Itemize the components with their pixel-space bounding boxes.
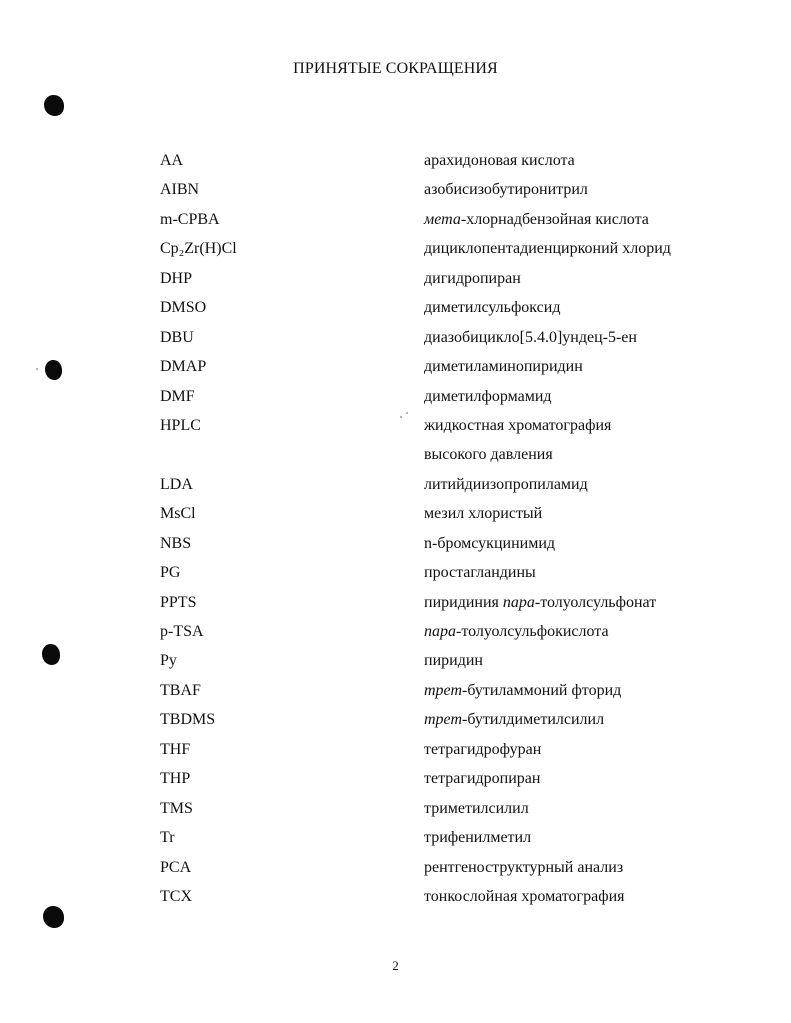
abbreviation-row (0, 352, 791, 381)
abbreviation-row (0, 588, 791, 617)
definition-part: жидкостная хроматография (424, 416, 612, 434)
abbreviation-definition (424, 205, 649, 234)
abbreviation-row (0, 470, 791, 499)
abbreviation-term: NBS (160, 534, 192, 552)
abbreviation-definition (424, 234, 671, 263)
abbreviation-row (0, 411, 791, 440)
definition-part: пиридин (424, 652, 483, 670)
definition-part: дигидропиран (424, 269, 521, 287)
abbreviation-definition (424, 499, 542, 528)
abbreviation-row (0, 234, 791, 263)
abbreviation-definition (424, 735, 541, 764)
abbreviation-term: Py (160, 652, 177, 670)
definition-italic-part: пара (424, 623, 456, 640)
abbreviation-term: TCX (160, 887, 192, 905)
abbreviation-row (0, 853, 791, 882)
abbreviation-definition (424, 264, 521, 293)
abbreviation-definition (424, 293, 560, 322)
definition-italic-part: трет (424, 681, 462, 699)
abbreviation-term: PPTS (160, 593, 197, 611)
abbreviation-definition (424, 352, 583, 381)
abbreviation-row (0, 676, 791, 705)
definition-part: высокого давления (424, 446, 553, 464)
abbreviation-row (0, 264, 791, 293)
definition-part: литийдиизопропиламид (424, 475, 588, 493)
definition-part: дициклопентадиенцирконий хлорид (424, 240, 671, 258)
definition-part: азобисизобутиронитрил (424, 181, 588, 199)
abbreviation-definition (424, 646, 483, 675)
abbreviation-definition (424, 440, 553, 469)
abbreviation-term: DMSO (160, 299, 207, 317)
definition-part: диметилсульфоксид (424, 299, 561, 317)
definition-part: -толуолсульфокислота (456, 623, 609, 640)
abbreviation-row (0, 175, 791, 204)
definition-italic-part: пара (502, 593, 535, 611)
definition-part: -толуолсульфонат (534, 593, 657, 611)
abbreviation-definition (424, 617, 609, 646)
definition-part: трифенилметил (424, 829, 532, 847)
abbreviation-term: DMF (160, 387, 195, 405)
abbreviation-definition (424, 146, 575, 175)
abbreviation-row (0, 529, 791, 558)
definition-part: пиридиния (424, 593, 503, 611)
abbreviation-term: AIBN (160, 181, 200, 199)
abbreviation-list (0, 146, 791, 911)
abbreviation-row (0, 382, 791, 411)
abbreviation-definition (424, 676, 621, 705)
abbreviation-row (0, 882, 791, 911)
definition-part: диметиламинопиридин (424, 358, 583, 376)
definition-part: тонкослойная хроматография (424, 887, 625, 905)
definition-italic-part: трет (424, 711, 462, 729)
abbreviation-row (0, 646, 791, 675)
definition-part: арахидоновая кислота (424, 152, 575, 169)
definition-italic-part: мета (424, 210, 461, 228)
definition-part: рентгеноструктурный анализ (424, 858, 624, 876)
abbreviation-term: Tr (160, 829, 175, 847)
definition-part: простагландины (424, 564, 536, 582)
definition-part: n-бромсукцинимид (424, 534, 556, 552)
abbreviation-term: PCA (160, 858, 192, 876)
abbreviation-term: PG (160, 564, 181, 582)
abbreviation-definition (424, 323, 637, 352)
abbreviation-row (0, 293, 791, 322)
abbreviation-term: Cp₂Zr(H)Cl (160, 240, 237, 258)
abbreviation-term: DHP (160, 269, 193, 287)
abbreviation-term: TBAF (160, 681, 201, 699)
abbreviation-definition (424, 794, 529, 823)
abbreviation-row (0, 146, 791, 175)
abbreviation-definition (424, 853, 623, 882)
definition-part: мезил хлористый (424, 505, 543, 523)
abbreviation-row (0, 617, 791, 646)
definition-part: -бутилдиметилсилил (462, 711, 605, 729)
abbreviation-term: AA (160, 152, 184, 169)
abbreviation-definition (424, 382, 552, 411)
abbreviation-definition (424, 558, 536, 587)
abbreviation-row (0, 440, 791, 469)
abbreviation-term: DMAP (160, 358, 207, 376)
definition-part: триметилсилил (424, 799, 529, 817)
abbreviation-row (0, 558, 791, 587)
definition-part: диазобицикло[5.4.0]ундец-5-ен (424, 328, 637, 346)
abbreviation-row (0, 205, 791, 234)
abbreviation-term: TMS (160, 799, 193, 817)
definition-part: тетрагидрофуран (424, 740, 542, 758)
abbreviation-term: THF (160, 740, 191, 758)
abbreviation-row (0, 705, 791, 734)
abbreviation-row (0, 735, 791, 764)
abbreviation-definition (424, 175, 588, 204)
abbreviation-term: HPLC (160, 416, 201, 434)
abbreviation-definition (424, 529, 555, 558)
abbreviation-row (0, 823, 791, 852)
abbreviation-term: p-TSA (160, 623, 204, 640)
abbreviation-definition (424, 705, 604, 734)
abbreviation-row (0, 794, 791, 823)
abbreviation-term: MsCl (160, 505, 196, 523)
abbreviation-definition (424, 823, 531, 852)
abbreviation-term: TBDMS (160, 711, 216, 729)
abbreviation-definition (424, 764, 540, 793)
abbreviation-term: LDA (160, 475, 193, 493)
definition-part: -бутиламмоний фторид (462, 681, 622, 699)
abbreviation-term: m-CPBA (160, 210, 220, 228)
abbreviation-definition (424, 588, 656, 617)
abbreviation-term: DBU (160, 328, 194, 346)
definition-part: -хлорнадбензойная кислота (460, 210, 649, 228)
abbreviation-definition (424, 411, 611, 440)
abbreviation-definition (424, 882, 625, 911)
abbreviation-row (0, 764, 791, 793)
abbreviation-row (0, 323, 791, 352)
abbreviation-definition (424, 470, 588, 499)
abbreviation-row (0, 499, 791, 528)
page-number: 2 (392, 958, 399, 973)
page-title: ПРИНЯТЫЕ СОКРАЩЕНИЯ (293, 60, 498, 77)
binder-hole-mark (44, 95, 64, 116)
abbreviation-term: THP (160, 770, 191, 788)
definition-part: диметилформамид (424, 387, 552, 405)
definition-part: тетрагидропиран (424, 770, 541, 788)
